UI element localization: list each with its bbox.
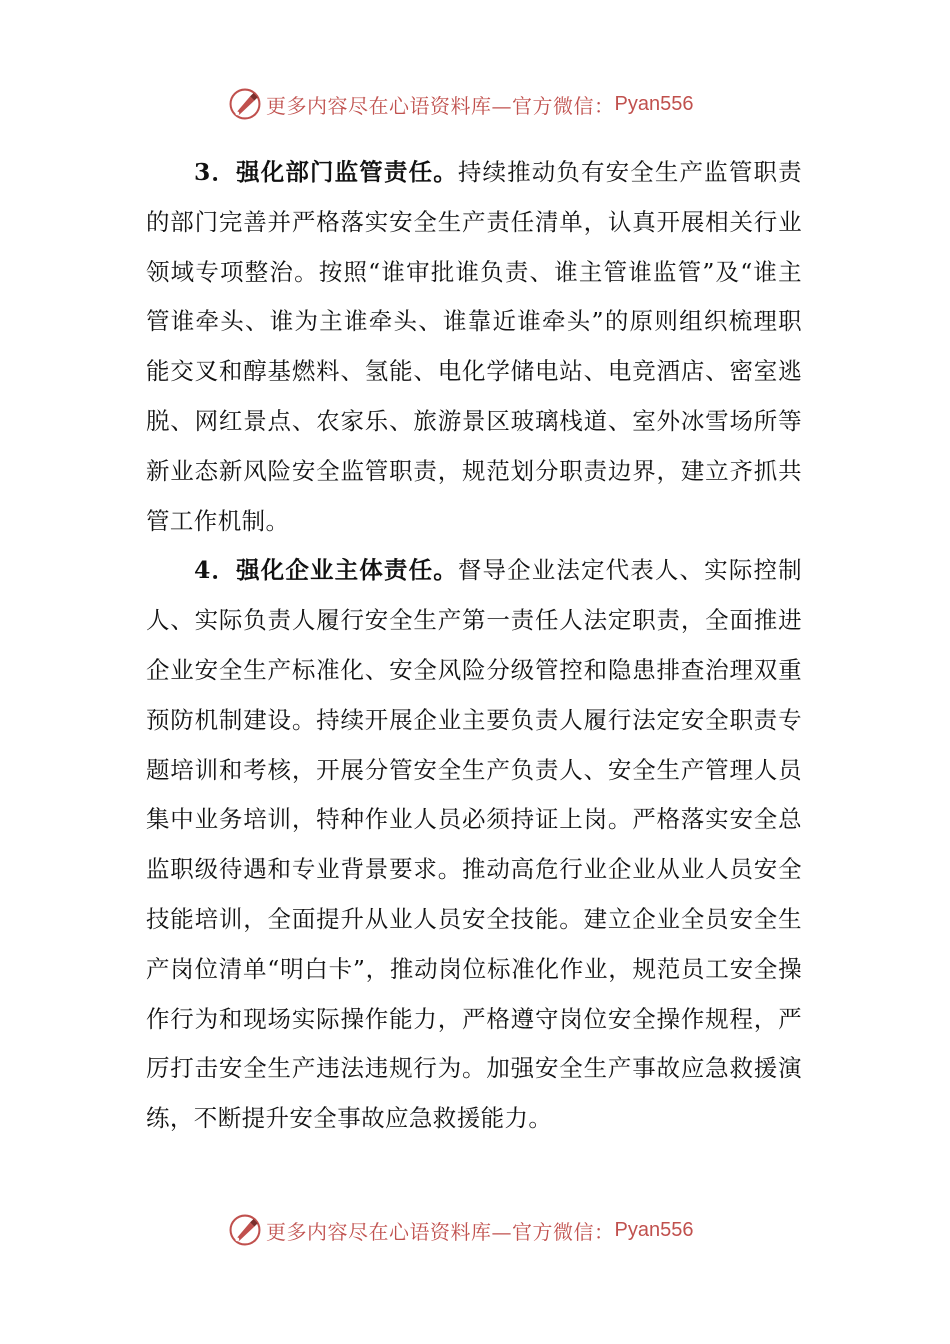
pen-nib-logo-icon: [228, 1213, 262, 1247]
watermark-footer: [228, 1212, 693, 1248]
paragraph-number: 4．: [194, 556, 237, 585]
watermark-wechat-id: Pyan556: [614, 92, 694, 115]
paragraph-number: 3．: [194, 158, 237, 186]
watermark-wechat-id: Pyan556: [614, 1218, 694, 1241]
paragraph-3: [146, 148, 802, 546]
document-body: [146, 148, 802, 1144]
paragraph-text: 督导企业法定代表人、实际控制人、实际负责人履行安全生产第一责任人法定职责，全面推进企业安全生产标准化、安全风险分级管控和隐患排查治理双重预防机制建设。持续开展企业主要负责人履行法定安全职责专题培训和考核，开展分管安全生产负责人、安全生产管理人员集中业务培训，特种作业人员必须持证上岗。严格落实安全总监职级待遇和专业背景要求。推动高危行业企业从业人员安全技能培训，全面提升从业人员安全技能。建立企业全员安全生产岗位清单“明白卡”，推动岗位标准化作业，规范员工安全操作行为和现场实际操作能力，严格遵守岗位安全操作规程，严厉打击安全生产违法违规行为。加强安全生产事故应急救援演练，不断提升安全事故应急救援能力。: [146, 556, 802, 1133]
paragraph-text: 持续推动负有安全生产监管职责的部门完善并严格落实安全生产责任清单，认真开展相关行业领域专项整治。按照“谁审批谁负责、谁主管谁监管”及“谁主管谁牵头、谁为主谁牵头、谁靠近谁牵头”的原则组织梳理职能交叉和醇基燃料、氢能、电化学储电站、电竞酒店、密室逃脱、网红景点、农家乐、旅游景区玻璃栈道、室外冰雪场所等新业态新风险安全监管职责，规范划分职责边界，建立齐抓共管工作机制。: [146, 158, 802, 535]
paragraph-4: [146, 546, 802, 1144]
watermark-text: 更多内容尽在心语资料库—官方微信：: [266, 1219, 615, 1244]
paragraph-heading: 强化企业主体责任。: [236, 556, 458, 585]
watermark-text: 更多内容尽在心语资料库—官方微信：: [266, 93, 615, 118]
paragraph-heading: 强化部门监管责任。: [236, 158, 458, 186]
watermark-header: [228, 86, 693, 122]
pen-nib-logo-icon: [228, 87, 262, 121]
